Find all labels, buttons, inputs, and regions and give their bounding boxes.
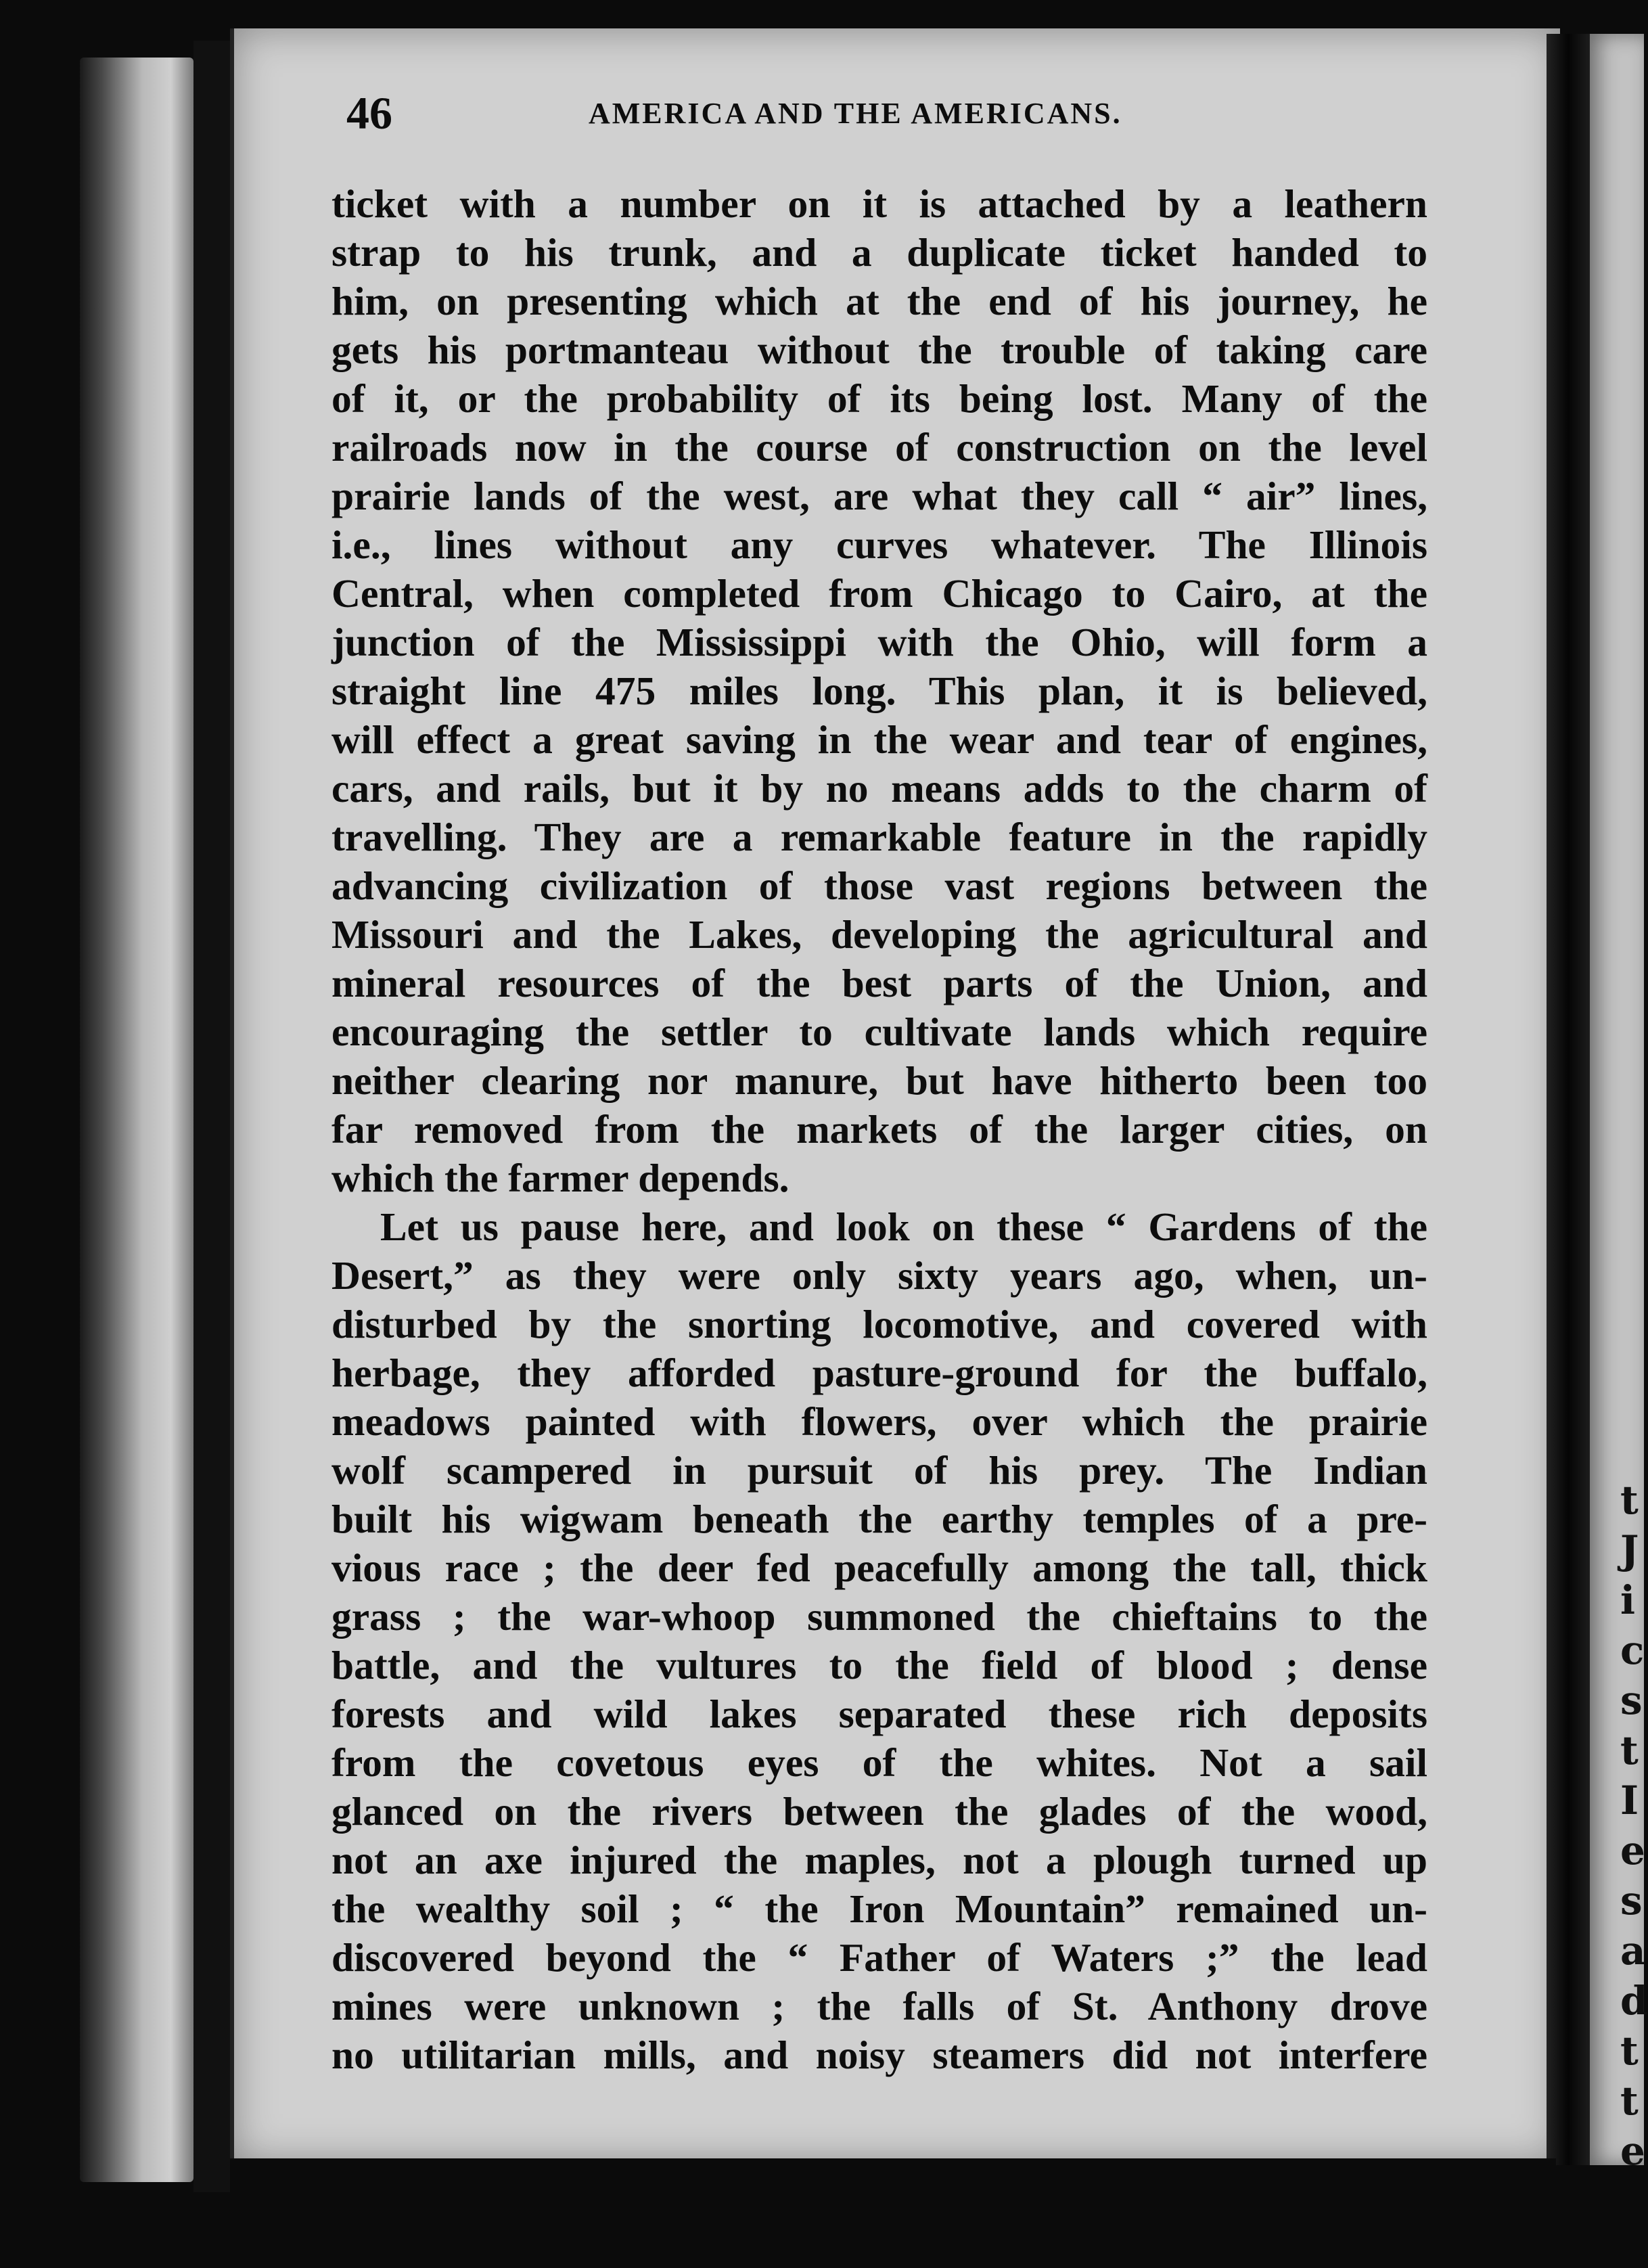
text-line: Central, when completed from Chicago to Cairo, at the — [331, 571, 1427, 616]
text-line: prairie lands of the west, are what they call “ air” lines, — [331, 474, 1427, 518]
text-line: of it, or the probability of its being lost. Many of the — [331, 376, 1427, 421]
text-line: which the farmer depends. — [331, 1156, 789, 1200]
right-gutter — [1547, 34, 1590, 2165]
facing-fragment: e — [1620, 1828, 1645, 1874]
page-body-text — [331, 179, 1427, 2079]
text-line: battle, and the vultures to the field of blood ; dense — [331, 1643, 1427, 1687]
facing-fragment: t — [1620, 1477, 1639, 1523]
text-line: wolf scampered in pursuit of his prey. The Indian — [331, 1448, 1427, 1493]
text-line: gets his portmanteau without the trouble of taking care — [331, 327, 1427, 372]
facing-fragment: t — [1620, 2078, 1639, 2124]
facing-fragment: I — [1620, 1777, 1639, 1823]
text-line: disturbed by the snorting locomotive, and covered with — [331, 1302, 1427, 1346]
facing-fragment: t — [1620, 2028, 1639, 2074]
text-line: ticket with a number on it is attached by a leathern — [331, 181, 1427, 226]
facing-fragment: s — [1620, 1878, 1643, 1924]
page-header — [346, 87, 1361, 141]
text-line: travelling. They are a remarkable feature in the rapidly — [331, 815, 1427, 859]
bottom-shadow — [230, 2158, 1556, 2268]
text-line: herbage, they afforded pasture-ground for the buffalo, — [331, 1351, 1427, 1395]
text-line: cars, and rails, but it by no means adds to the charm of — [331, 766, 1427, 811]
facing-page-fragments — [1620, 1475, 1648, 2176]
text-line: grass ; the war-whoop summoned the chieftains to the — [331, 1594, 1427, 1639]
text-line: not an axe injured the maples, not a plough turned up — [331, 1838, 1427, 1882]
text-line: mineral resources of the best parts of the Union, and — [331, 961, 1427, 1005]
text-line: from the covetous eyes of the whites. Not a sail — [331, 1740, 1427, 1785]
text-line: no utilitarian mills, and noisy steamers did not interfere — [331, 2033, 1427, 2077]
left-binding — [193, 41, 231, 2192]
text-line: railroads now in the course of construction on the level — [331, 425, 1427, 470]
page-number: 46 — [346, 87, 392, 139]
text-line: Let us pause here, and look on these “ Gardens of the — [380, 1204, 1427, 1249]
facing-fragment: d — [1620, 1978, 1648, 2024]
facing-fragment: e — [1620, 2128, 1645, 2174]
text-line: i.e., lines without any curves whatever. The Illinois — [331, 522, 1427, 567]
left-page-edge — [80, 58, 193, 2182]
text-line: will effect a great saving in the wear and tear of engines, — [331, 717, 1427, 762]
text-line: advancing civilization of those vast regions between the — [331, 863, 1427, 908]
text-line: strap to his trunk, and a duplicate ticket handed to — [331, 230, 1427, 275]
text-line: built his wigwam beneath the earthy temples of a pre- — [331, 1497, 1427, 1541]
running-head: AMERICA AND THE AMERICANS. — [589, 97, 1122, 130]
facing-fragment: J — [1620, 1527, 1639, 1573]
text-line: discovered beyond the “ Father of Waters ;” the lead — [331, 1935, 1427, 1980]
text-line: vious race ; the deer fed peacefully among the tall, thick — [331, 1545, 1427, 1590]
text-line: Desert,” as they were only sixty years ago, when, un- — [331, 1253, 1427, 1298]
text-line: the wealthy soil ; “ the Iron Mountain” remained un- — [331, 1886, 1427, 1931]
text-line: far removed from the markets of the larger cities, on — [331, 1107, 1427, 1152]
text-line: him, on presenting which at the end of his journey, he — [331, 279, 1427, 323]
facing-fragment: s — [1620, 1677, 1643, 1723]
text-line: meadows painted with flowers, over which the prairie — [331, 1399, 1427, 1444]
facing-fragment: i — [1620, 1577, 1636, 1623]
text-line: junction of the Mississippi with the Ohio, will form a — [331, 620, 1427, 664]
facing-fragment: c — [1620, 1627, 1645, 1673]
text-line: glanced on the rivers between the glades of the wood, — [331, 1789, 1427, 1834]
text-line: Missouri and the Lakes, developing the agricultural and — [331, 912, 1427, 957]
paragraph-2 — [331, 1202, 1427, 2079]
text-line: encouraging the settler to cultivate lands which require — [331, 1010, 1427, 1054]
paragraph-1 — [331, 179, 1427, 1202]
facing-fragment: t — [1620, 1727, 1639, 1773]
text-line: straight line 475 miles long. This plan, it is believed, — [331, 668, 1427, 713]
text-line: mines were unknown ; the falls of St. Anthony drove — [331, 1984, 1427, 2028]
facing-fragment: a — [1620, 1928, 1646, 1974]
text-line: forests and wild lakes separated these rich deposits — [331, 1692, 1427, 1736]
text-line: neither clearing nor manure, but have hitherto been too — [331, 1058, 1427, 1103]
